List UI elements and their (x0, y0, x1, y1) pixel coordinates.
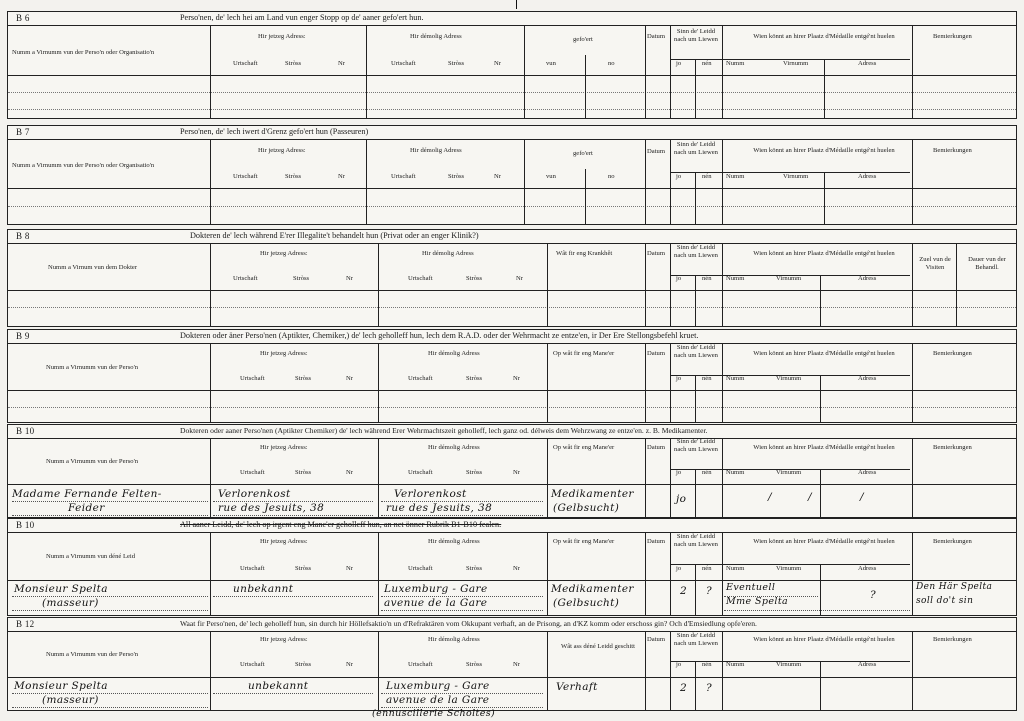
col-means: Op wât fir eng Mane'er (553, 350, 615, 357)
col-street: Stròss (295, 661, 312, 668)
col-number: Nr (513, 661, 520, 668)
col-number: Nr (346, 469, 353, 476)
col-hosted: gefo'ert (573, 150, 593, 157)
col-hosted: gefo'ert (573, 36, 593, 43)
col-date: Datum (647, 148, 665, 155)
section-code: B 9 (16, 331, 30, 341)
top-mark (516, 0, 517, 9)
section-code: B 10 (16, 520, 35, 530)
col-locality: Urtschaft (408, 661, 433, 668)
col-number: Nr (338, 60, 345, 67)
section-title: Dokteren de' lech während E'rer Illegalite't behandelt hun (Privat oder an enger Klinik?) (190, 231, 479, 240)
section-title: Perso'nen, de' lech hei am Land vun enger Stopp op de' aaner gefo'ert hun. (180, 13, 424, 22)
col-medal-address: Adress (858, 375, 877, 382)
col-visits: Zuel vun de Visiten (919, 256, 951, 271)
col-number: Nr (494, 173, 501, 180)
col-locality: Urtschaft (233, 173, 258, 180)
col-current-address: Hir jetzeg Adress: (258, 147, 306, 154)
col-medal: Wien könnt an hirer Plaatz d'Médaille entgé'nt huelen (753, 33, 895, 40)
col-medal-name: Numm (726, 275, 745, 282)
col-medal-name: Numm (726, 60, 745, 67)
col-medal: Wien könnt an hirer Plaatz d'Médaille entgé'nt huelen (753, 350, 895, 357)
col-medal: Wien könnt an hirer Plaatz d'Médaille entgé'nt huelen (753, 147, 895, 154)
col-current-address: Hir jetzeg Adress: (260, 444, 308, 451)
col-medal-name: Numm (726, 173, 745, 180)
col-medal-first-name: Virnumm (776, 275, 802, 282)
section-title: All aaner Leidd, de' lech op irgent eng Mane'er geholleff hun, an net önner Rubrik B1-B10 fealen. (180, 520, 502, 529)
entry-former-line2: avenue de la Gare (384, 597, 488, 609)
entry-former-line2: avenue de la Gare (386, 694, 490, 706)
entry-means-line1: Medikamenter (551, 488, 634, 500)
col-medal-address: Adress (858, 173, 877, 180)
entry-former-line1: Verlorenkost (394, 488, 467, 500)
col-remarks: Bemierkungen (933, 538, 972, 545)
entry-what-happened: Verhaft (556, 681, 598, 693)
col-locality: Urtschaft (240, 469, 265, 476)
section-code: B 12 (16, 619, 35, 629)
section-b12 (7, 617, 1017, 711)
col-remarks: Bemierkungen (933, 147, 972, 154)
col-former-address: Hir démolig Adress (428, 444, 480, 451)
section-code: B 8 (16, 231, 30, 241)
col-suffered: Sinn de' Leidd nach um Liewen (674, 438, 718, 453)
section-b6 (7, 11, 1017, 119)
entry-current-line1: Verlorenkost (218, 488, 291, 500)
col-remarks: Bemierkungen (933, 444, 972, 451)
entry-yes: jo (676, 493, 687, 505)
col-medal-name: Numm (726, 469, 745, 476)
col-person-name: Numm a Virnumm vun der Perso'n (46, 458, 139, 465)
col-medal-first-name: Virnumm (776, 469, 802, 476)
entry-name-line2: Feider (68, 502, 105, 514)
col-street: Stròss (466, 565, 483, 572)
col-means: Op wât fir eng Mane'er (553, 538, 615, 545)
col-date: Datum (647, 636, 665, 643)
entry-yes: 2 (680, 585, 688, 597)
col-remarks: Bemierkungen (933, 636, 972, 643)
col-to: no (608, 173, 615, 180)
section-title: Dokteren oder aaner Perso'nen (Aptikter Chemiker) de' lech während Erer Wehrmachtszeit geholleff, lech ganz od. délweis dem Wehrzwang ze entze'en. z. B. Medikamenter. (180, 426, 708, 435)
col-medal-first-name: Virnumm (783, 173, 809, 180)
section-b7 (7, 125, 1017, 225)
col-suffered: Sinn de' Leidd nach um Liewen (674, 141, 718, 156)
col-from: vun (546, 173, 556, 180)
col-suffered: Sinn de' Leidd nach um Liewen (674, 344, 718, 359)
col-date: Datum (647, 538, 665, 545)
col-medal-name: Numm (726, 565, 745, 572)
section-b11 (7, 518, 1017, 616)
section-title: Perso'nen, de' lech iwert d'Grenz gefo'ert hun (Passeuren) (180, 127, 369, 136)
col-no: nén (702, 469, 712, 476)
col-number: Nr (338, 173, 345, 180)
col-suffered: Sinn de' Leidd nach um Liewen (674, 28, 718, 43)
section-code: B 10 (16, 426, 35, 436)
col-locality: Urtschaft (408, 565, 433, 572)
col-medal-name: Numm (726, 661, 745, 668)
col-number: Nr (494, 60, 501, 67)
col-street: Stròss (285, 60, 302, 67)
entry-former-line1: Luxemburg - Gare (384, 583, 488, 595)
col-locality: Urtschaft (408, 275, 433, 282)
col-no: nén (702, 60, 712, 67)
col-number: Nr (346, 275, 353, 282)
entry-name-line1: Madame Fernande Felten- (12, 488, 162, 500)
col-former-address: Hir démolig Adress (428, 636, 480, 643)
col-locality: Urtschaft (240, 565, 265, 572)
col-no: nén (702, 661, 712, 668)
col-person-name: Numm a Virnumm vun der Perso'n (46, 364, 139, 371)
col-duration: Dauer vun der Behandl. (968, 256, 1006, 271)
col-street: Stròss (466, 275, 483, 282)
col-number: Nr (346, 661, 353, 668)
col-doctor-name: Numm a Virnum vun dem Dokter (48, 264, 138, 271)
col-number: Nr (516, 275, 523, 282)
entry-name-line2: (masseur) (42, 597, 99, 609)
col-street: Stròss (293, 275, 310, 282)
col-number: Nr (513, 565, 520, 572)
col-illness: Wât fir eng Krankhêt (556, 250, 613, 257)
col-medal-name: Numm (726, 375, 745, 382)
col-yes: jo (676, 60, 682, 67)
col-street: Stròss (466, 661, 483, 668)
col-street: Stròss (466, 375, 483, 382)
col-former-address: Hir démolig Adress (422, 250, 474, 257)
col-medal-first-name: Virnumm (783, 60, 809, 67)
col-suffered: Sinn de' Leidd nach um Liewen (674, 244, 718, 259)
col-medal-address: Adress (858, 469, 877, 476)
entry-current-line1: unbekannt (233, 583, 294, 595)
entry-medal-address: ? (870, 589, 877, 601)
entry-name-line1: Monsieur Spelta (14, 583, 108, 595)
section-b10 (7, 424, 1017, 518)
col-people-name: Numm a Virnumm vun déné Leid (46, 553, 136, 560)
col-yes: jo (676, 275, 682, 282)
entry-means-line1: Medikamenter (551, 583, 634, 595)
col-locality: Urtschaft (240, 375, 265, 382)
entry-medal-address: / (860, 491, 864, 503)
entry-name-line2: (masseur) (42, 694, 99, 706)
entry-medal-name: / (768, 491, 772, 503)
col-no: nén (702, 173, 712, 180)
col-locality: Urtschaft (408, 375, 433, 382)
section-b9 (7, 329, 1017, 423)
entry-means-line2: (Gelbsucht) (553, 502, 620, 514)
section-code: B 7 (16, 127, 30, 137)
entry-no: ? (706, 585, 713, 597)
col-locality: Urtschaft (233, 60, 258, 67)
col-former-address: Hir démolig Adress (428, 538, 480, 545)
col-medal: Wien könnt an hirer Plaatz d'Médaille entgé'nt huelen (753, 444, 895, 451)
col-medal: Wien könnt an hirer Plaatz d'Médaille entgé'nt huelen (753, 538, 895, 545)
col-remarks: Bemierkungen (933, 33, 972, 40)
col-medal-address: Adress (858, 60, 877, 67)
col-medal-address: Adress (858, 565, 877, 572)
col-former-address: Hir démolig Adress (410, 147, 462, 154)
col-medal-address: Adress (858, 661, 877, 668)
col-medal-address: Adress (858, 275, 877, 282)
col-date: Datum (647, 350, 665, 357)
col-current-address: Hir jetzeg Adress: (260, 250, 308, 257)
col-what-happened: Wât ass déné Leidd geschitt (561, 643, 635, 650)
entry-medal-first-name: / (808, 491, 812, 503)
col-locality: Urtschaft (391, 173, 416, 180)
col-number: Nr (513, 375, 520, 382)
col-number: Nr (346, 565, 353, 572)
col-current-address: Hir jetzeg Adress: (260, 636, 308, 643)
col-no: nén (702, 275, 712, 282)
col-date: Datum (647, 250, 665, 257)
col-medal: Wien könnt an hirer Plaatz d'Médaille entgé'nt huelen (753, 636, 895, 643)
entry-medal-line1: Eventuell (726, 582, 776, 593)
col-name: Numm a Virnumm vun der Perso'n oder Organisatio'n (12, 49, 155, 56)
entry-remarks-line2: soll do't sin (916, 596, 974, 606)
col-suffered: Sinn de' Leidd nach um Liewen (674, 533, 718, 548)
col-from: vun (546, 60, 556, 67)
col-means: Op wât fir eng Mane'er (553, 444, 615, 451)
col-date: Datum (647, 444, 665, 451)
section-title: Dokteren oder äner Perso'nen (Aptikter, Chemiker,) de' lech geholleff hun, lech dem R.A.D. oder der Wehrmacht ze entze'en, ir Der Ere Stellongsbefehl kruet. (180, 331, 699, 340)
col-number: Nr (346, 375, 353, 382)
col-locality: Urtschaft (408, 469, 433, 476)
entry-current-line1: unbekannt (248, 680, 309, 692)
col-name: Numm a Virnumm vun der Perso'n oder Organisatio'n (12, 162, 155, 169)
section-b8 (7, 229, 1017, 327)
col-street: Stròss (466, 469, 483, 476)
col-no: nén (702, 565, 712, 572)
entry-former-line1: Luxemburg - Gare (386, 680, 490, 692)
col-yes: jo (676, 469, 682, 476)
entry-yes: 2 (680, 682, 688, 694)
section-code: B 6 (16, 13, 30, 23)
col-medal: Wien könnt an hirer Plaatz d'Médaille entgé'nt huelen (753, 250, 895, 257)
entry-name-line1: Monsieur Spelta (14, 680, 108, 692)
col-current-address: Hir jetzeg Adress: (260, 538, 308, 545)
col-street: Stròss (285, 173, 302, 180)
entry-current-line2: rue des Jesuits, 38 (218, 502, 325, 514)
col-locality: Urtschaft (233, 275, 258, 282)
col-street: Stròss (295, 469, 312, 476)
col-to: no (608, 60, 615, 67)
col-yes: jo (676, 375, 682, 382)
col-medal-first-name: Virnumm (776, 375, 802, 382)
col-street: Stròss (448, 173, 465, 180)
col-yes: jo (676, 661, 682, 668)
col-person-name: Numm a Virnumm vun der Perso'n (46, 651, 139, 658)
col-former-address: Hir démolig Adress (410, 33, 462, 40)
col-date: Datum (647, 33, 665, 40)
col-current-address: Hir jetzeg Adress: (260, 350, 308, 357)
col-suffered: Sinn de' Leidd nach um Liewen (674, 632, 718, 647)
section-title: Waat fir Perso'nen, de' lech geholleff hun, sin durch hir Höllefsaktio'n un d'Refraktären vom Okkupant verhaft, an de Prisong, an d'KZ komm oder erschoss gin? Och d'Emsiedlung opfe'eren. (180, 619, 757, 628)
col-street: Stròss (295, 375, 312, 382)
col-current-address: Hir jetzeg Adress: (258, 33, 306, 40)
entry-no: ? (706, 682, 713, 694)
entry-means-line2: (Gelbsucht) (553, 597, 620, 609)
col-remarks: Bemierkungen (933, 350, 972, 357)
col-locality: Urtschaft (391, 60, 416, 67)
col-medal-first-name: Virnumm (776, 661, 802, 668)
entry-former-line2: rue des Jesuits, 38 (386, 502, 493, 514)
col-former-address: Hir démolig Adress (428, 350, 480, 357)
col-no: nén (702, 375, 712, 382)
col-number: Nr (513, 469, 520, 476)
col-street: Stròss (295, 565, 312, 572)
footnote-handwritten: (ennuscillerie Scholtes) (372, 708, 496, 719)
entry-medal-line2: Mme Spelta (726, 596, 789, 607)
col-yes: jo (676, 565, 682, 572)
col-locality: Urtschaft (240, 661, 265, 668)
col-medal-first-name: Virnumm (776, 565, 802, 572)
entry-remarks-line1: Den Här Spelta (916, 582, 993, 592)
col-street: Stròss (448, 60, 465, 67)
col-yes: jo (676, 173, 682, 180)
